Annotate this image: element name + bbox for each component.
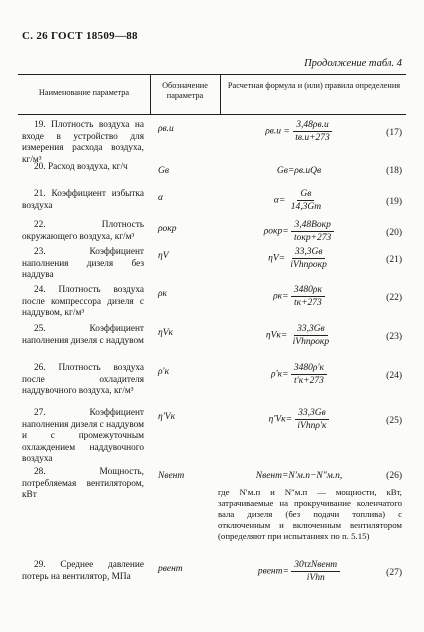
parameter-symbol: pвент (158, 564, 183, 574)
equation-number: (23) (386, 332, 402, 342)
parameter-symbol: ρк (158, 289, 168, 299)
parameter-symbol: ηV (158, 251, 169, 261)
parameter-symbol: α (158, 193, 163, 203)
formula: ρк= $\frac{3480\rho к}{tк+273}$ (223, 285, 375, 308)
parameter-name: 28. Мощность, потребляемая вентилятором, кВт (22, 467, 144, 500)
formula-fraction: $\frac{33,3Gв}{\text{iVhnρокр}}$ (290, 247, 327, 270)
equation-number: (18) (386, 166, 402, 176)
formula-note: где N′м.п и N″м.п — мощности, кВт, затрачиваемые на прокручивание коленчатого вала дизеля (без подачи топлива) с отключенным и включенным вентилятором (определяют при испытаниях по п. 5.15) (218, 487, 402, 541)
formula: ρ′к= $\frac{3480\rho'к}{t'к+273}$ (223, 363, 375, 386)
table-continuation-label: Продолжение табл. 4 (304, 58, 402, 69)
formula: ηVк= $\frac{33,3Gв}{\text{iVhnρокр}}$ (223, 324, 375, 347)
parameter-symbol: η′Vк (158, 412, 176, 422)
equation-number: (24) (386, 371, 402, 381)
equation-number: (21) (386, 255, 402, 265)
parameter-name: 21. Коэффициент избытка воздуха (22, 189, 144, 211)
formula-fraction: $\frac{\text{3,48Bокр}}{\text{tокр+273}}$ (291, 220, 334, 243)
formula-fraction: $\frac{33,3Gв}{\text{iVhnρ′к}}$ (294, 408, 329, 431)
formula: η′Vк= $\frac{33,3Gв}{\text{iVhnρ′к}}$ (223, 408, 375, 431)
column-header-symbol: Обозначение параметра (162, 81, 208, 100)
formula: ρв.и = $\frac{3,48\rho в.и}{tв.и+273}$ (223, 120, 375, 143)
parameter-symbol: Gв (158, 166, 169, 176)
parameter-symbol: ηVк (158, 328, 173, 338)
formula: ηV= $\frac{33,3Gв}{\text{iVhnρокр}}$ (223, 247, 375, 270)
formula-fraction: $\frac{\text{30τzNвент}}{\text{iVhn}}$ (291, 560, 340, 583)
parameter-symbol: ρв.и (158, 124, 174, 134)
equation-number: (19) (386, 197, 402, 207)
parameter-table (18, 74, 406, 614)
parameter-name: 19. Плотность воздуха на входе в устройство для измерения расхода воздуха, кг/м³ (22, 120, 144, 165)
column-header-formula: Расчетная формула и (или) правила определения (227, 81, 401, 90)
parameter-name: 29. Среднее давление потерь на вентилятор, МПа (22, 560, 144, 582)
parameter-symbol: Nвент (158, 471, 185, 481)
parameter-name: 22. Плотность окружающего воздуха, кг/м³ (22, 220, 144, 242)
parameter-symbol: ρ′к (158, 367, 170, 377)
parameter-name: 24. Плотность воздуха после компрессора дизеля с наддувом, кг/м³ (22, 285, 144, 318)
formula-fraction: $\frac{33,3Gв}{\text{iVhnρокр}}$ (292, 324, 330, 347)
parameter-symbol: ρокр (158, 224, 177, 234)
column-header-name: Наименование параметра (38, 88, 130, 97)
parameter-name: 25. Коэффициент наполнения дизеля с наддувом (22, 324, 144, 346)
equation-number: (25) (386, 416, 402, 426)
formula-fraction: $\frac{3480\rho'к}{t'к+273}$ (291, 363, 327, 386)
equation-number: (20) (386, 228, 402, 238)
equation-number: (22) (386, 293, 402, 303)
parameter-name: 26. Плотность воздуха после охладителя наддувочного воздуха, кг/м³ (22, 363, 144, 396)
formula-fraction: $\frac{Gв}{14,3Gт}$ (290, 189, 322, 212)
parameter-name: 27. Коэффициент наполнения дизеля с наддувом и с промежуточным охлаждением наддувочного воздуха (22, 408, 144, 464)
formula: α= $\frac{Gв}{14,3Gт}$ (223, 189, 375, 212)
formula: Gв=ρв.иQв (276, 166, 322, 176)
equation-number: (27) (386, 568, 402, 578)
formula: ρокр= $\frac{\text{3,48Bокр}}{\text{tокр+273}}$ (223, 220, 375, 243)
formula: pвент= $\frac{\text{30τzNвент}}{\text{iVhn}}$ (223, 560, 375, 583)
formula-fraction: $\frac{3480\rho к}{tк+273}$ (291, 285, 325, 308)
formula-fraction: $\frac{3,48\rho в.и}{tв.и+273}$ (295, 120, 330, 143)
parameter-name: 20. Расход воздуха, кг/ч (34, 162, 128, 172)
equation-number: (26) (386, 471, 402, 481)
table-top-rule (18, 74, 406, 75)
column-divider (220, 74, 221, 114)
equation-number: (17) (386, 128, 402, 138)
parameter-name: 23. Коэффициент наполнения дизеля без наддува (22, 247, 144, 280)
formula: Nвент=N′м.п−N″м.п, (255, 471, 343, 481)
table-header-rule (18, 114, 406, 115)
column-divider (150, 74, 151, 114)
page-header: С. 26 ГОСТ 18509—88 (22, 30, 138, 42)
